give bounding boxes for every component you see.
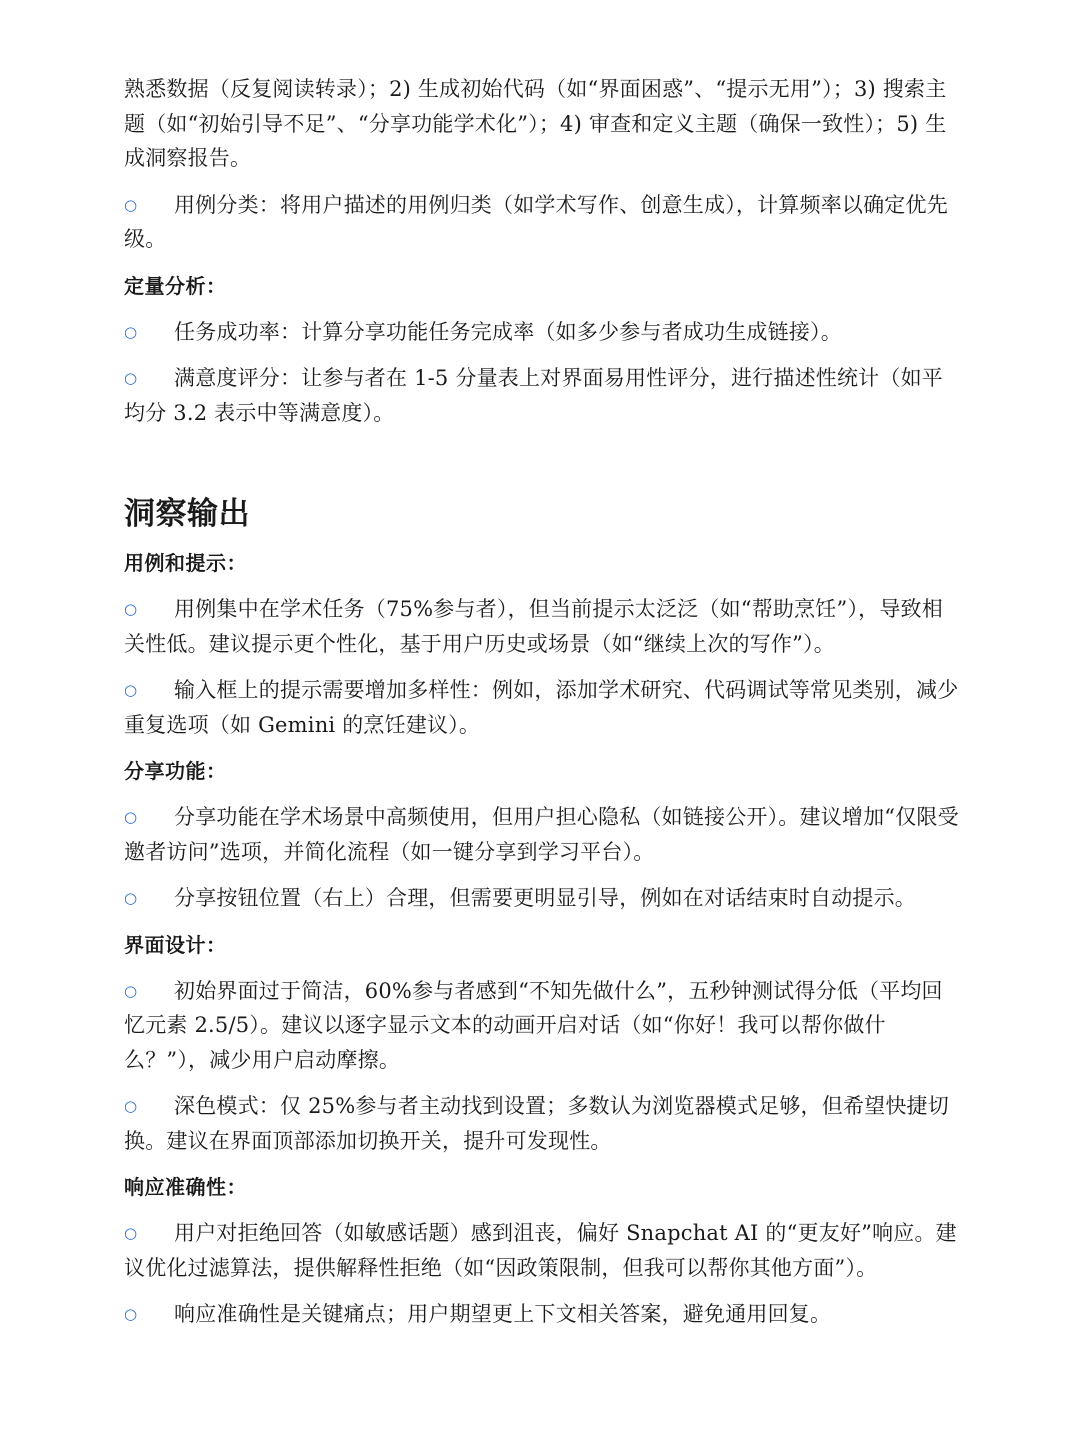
- hollow-circle-bullet-icon: ○: [124, 195, 138, 214]
- list-item: [124, 592, 960, 661]
- hollow-circle-bullet-icon: ○: [124, 600, 138, 618]
- hollow-circle-bullet-icon: ○: [124, 889, 138, 907]
- list-item: [124, 1089, 960, 1158]
- list-item-text: 任务成功率：计算分享功能任务完成率（如多少参与者成功生成链接）。: [174, 319, 842, 344]
- list-item: [124, 1216, 960, 1285]
- list-item: [124, 188, 960, 257]
- list-item-text: 分享按钮位置（右上）合理，但需要更明显引导，例如在对话结束时自动提示。: [174, 886, 916, 910]
- list-item: [124, 974, 960, 1078]
- list-item: [124, 881, 960, 916]
- list-item-text: 输入框上的提示需要增加多样性：例如，添加学术研究、代码调试等常见类别，减少重复选项（如 Gemini 的烹饪建议）。: [124, 678, 959, 737]
- list-item: [124, 1297, 960, 1332]
- list-item-text: 深色模式：仅 25%参与者主动找到设置；多数认为浏览器模式足够，但希望快捷切换。建议在界面顶部添加切换开关，提升可发现性。: [124, 1094, 949, 1153]
- hollow-circle-bullet-icon: ○: [124, 808, 138, 826]
- ui-design-heading: 界面设计：: [124, 932, 227, 957]
- hollow-circle-bullet-icon: ○: [124, 1097, 138, 1115]
- quant-heading: 定量分析：: [124, 273, 227, 298]
- usecase-heading: 用例和提示：: [124, 551, 247, 575]
- hollow-circle-bullet-icon: ○: [124, 1305, 138, 1323]
- list-item: [124, 361, 960, 430]
- hollow-circle-bullet-icon: ○: [124, 369, 138, 387]
- intro-paragraph: 熟悉数据（反复阅读转录）；2) 生成初始代码（如“界面困惑”、“提示无用”）；3) 搜索主题（如“初始引导不足”、“分享功能学术化”）；4) 审查和定义主题（确保一致性）；5) 生成洞察报告。: [124, 77, 947, 170]
- list-item: [124, 800, 960, 869]
- list-item: [124, 315, 960, 350]
- hollow-circle-bullet-icon: ○: [124, 681, 138, 699]
- list-item-text: 初始界面过于简洁，60%参与者感到“不知先做什么”，五秒钟测试得分低（平均回忆元素 2.5/5）。建议以逐字显示文本的动画开启对话（如“你好！我可以帮你做什么？”），减少用户启动摩擦。: [124, 978, 943, 1072]
- section-title: 洞察输出: [124, 496, 250, 532]
- share-heading: 分享功能：: [124, 759, 227, 783]
- list-item-text: 满意度评分：让参与者在 1-5 分量表上对界面易用性评分，进行描述性统计（如平均分 3.2 表示中等满意度）。: [124, 366, 943, 425]
- list-item-text: 用例分类：将用户描述的用例归类（如学术写作、创意生成），计算频率以确定优先级。: [124, 192, 948, 251]
- list-item: [124, 673, 960, 742]
- list-item-text: 用户对拒绝回答（如敏感话题）感到沮丧，偏好 Snapchat AI 的“更友好”响应。建议优化过滤算法，提供解释性拒绝（如“因政策限制，但我可以帮你其他方面”）。: [124, 1221, 957, 1280]
- list-item-text: 用例集中在学术任务（75%参与者），但当前提示太泛泛（如“帮助烹饪”），导致相关性低。建议提示更个性化，基于用户历史或场景（如“继续上次的写作”）。: [124, 597, 943, 656]
- list-item-text: 响应准确性是关键痛点；用户期望更上下文相关答案，避免通用回复。: [174, 1302, 832, 1326]
- list-item-text: 分享功能在学术场景中高频使用，但用户担心隐私（如链接公开）。建议增加“仅限受邀者访问”选项，并简化流程（如一键分享到学习平台）。: [124, 805, 959, 864]
- hollow-circle-bullet-icon: ○: [124, 981, 138, 1000]
- accuracy-heading: 响应准确性：: [124, 1175, 247, 1199]
- hollow-circle-bullet-icon: ○: [124, 322, 138, 341]
- hollow-circle-bullet-icon: ○: [124, 1224, 138, 1242]
